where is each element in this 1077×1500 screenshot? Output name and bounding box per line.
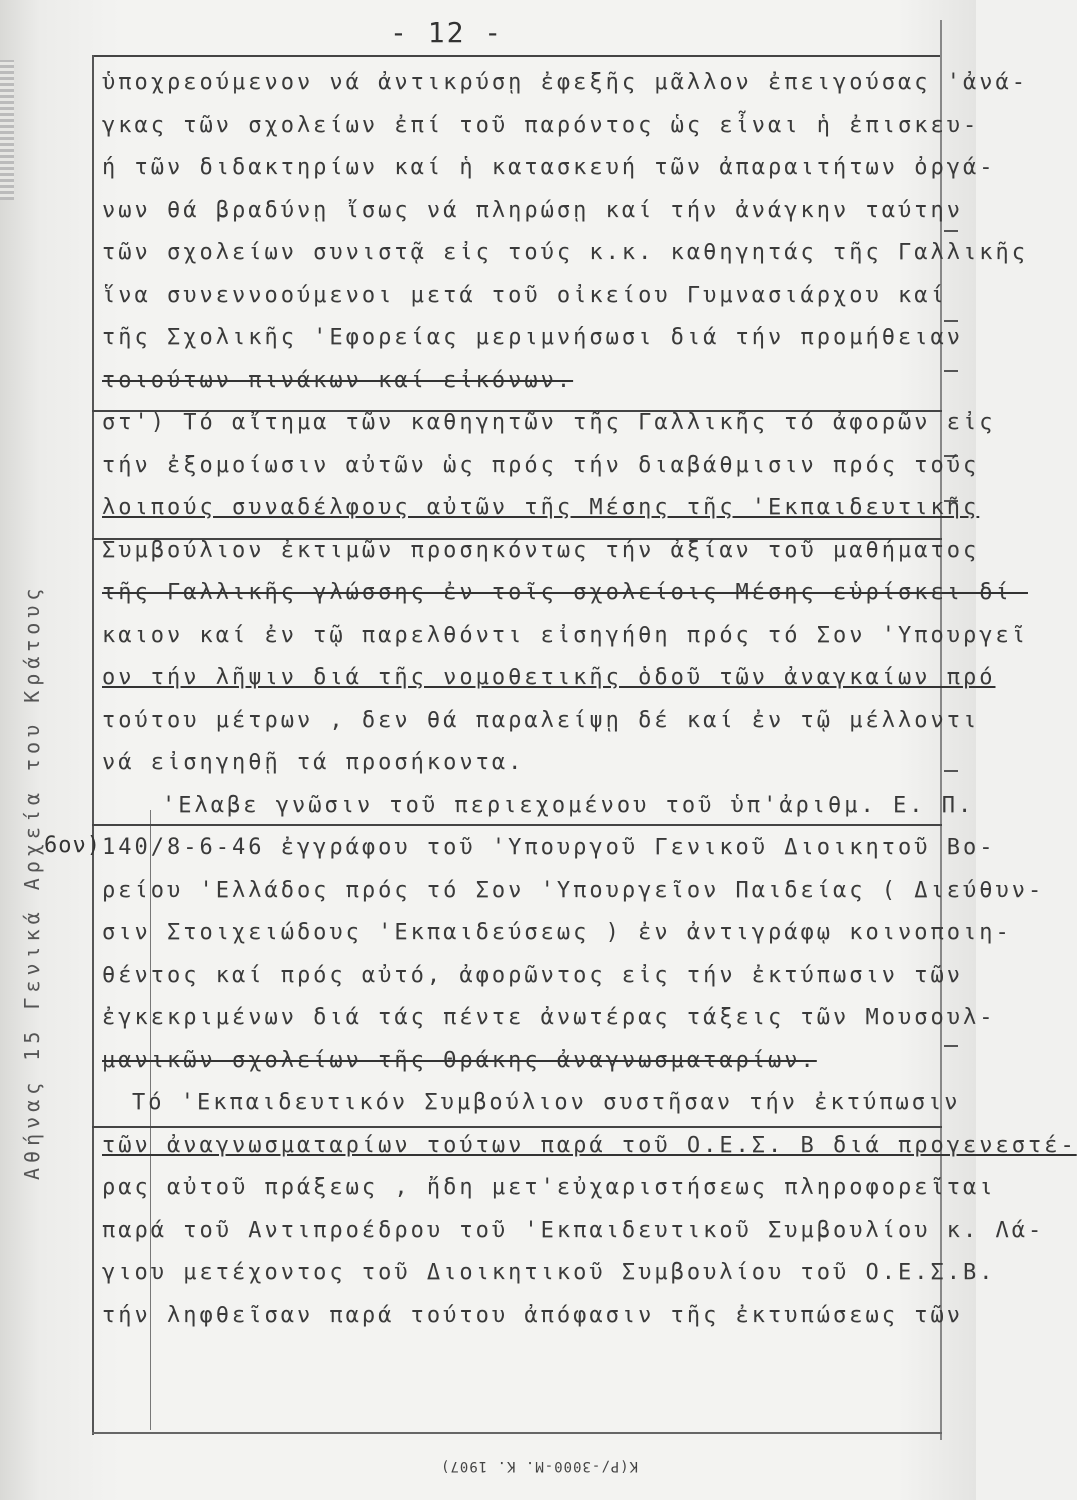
- frame-bottom-rule: [92, 1432, 942, 1434]
- text-line: ὑποχρεούμενον νά ἀντικρύσῃ ἐφεξῆς μᾶλλον ἐπειγούσας 'ἀνά-: [102, 70, 1028, 95]
- typed-text-block: [102, 70, 1077, 1345]
- text-line: γιου μετέχοντος τοῦ Διοικητικοῦ Συμβουλίου τοῦ Ο.Ε.Σ.Β.: [102, 1260, 996, 1285]
- binding-edge: [0, 60, 14, 200]
- text-line: 'Ελαβε γνῶσιν τοῦ περιεχομένου τοῦ ὑπ'ἀριθμ. Ε. Π.: [162, 792, 975, 818]
- margin-tick: [944, 770, 958, 772]
- text-line: μανικῶν σχολείων τῆς Θράκης ἀναγνωσματαρίων.: [102, 1047, 817, 1073]
- text-line: λοιπούς συναδέλφους αὐτῶν τῆς Μέσης τῆς 'Εκπαιδευτικῆς: [102, 495, 980, 520]
- bottom-print-stamp: Κ(Ρ/-3000-Μ. Κ. 1907): [440, 1458, 639, 1474]
- text-line: Συμβούλιον ἐκτιμῶν προσηκόντως τήν ἀξίαν τοῦ μαθήματος: [102, 537, 980, 563]
- text-line: θέντος καί πρός αὐτό, ἀφορῶντος εἰς τήν ἐκτύπωσιν τῶν: [102, 962, 963, 988]
- margin-tick: [944, 1045, 958, 1047]
- text-line: τῆς Γαλλικῆς γλώσσης ἐν τοῖς σχολείοις Μέσης εὑρίσκει δί-: [102, 580, 1028, 605]
- margin-tick: [944, 370, 958, 372]
- text-line: τῶν σχολείων συνιστᾷ εἰς τούς κ.κ. καθηγητάς τῆς Γαλλικῆς: [102, 240, 1028, 265]
- text-line: ον τήν λῆψιν διά τῆς νομοθετικῆς ὁδοῦ τῶν ἀναγκαίων πρό: [102, 665, 996, 690]
- text-line: τήν ἐξομοίωσιν αὐτῶν ὡς πρός τήν διαβάθμισιν πρός τούς: [102, 452, 980, 478]
- text-line: παρά τοῦ Αντιπροέδρου τοῦ 'Εκπαιδευτικοῦ Συμβουλίου κ. Λά-: [102, 1217, 1045, 1243]
- text-line: ἐγκεκριμένων διά τάς πέντε ἀνωτέρας τάξεις τῶν Μουσουλ-: [102, 1005, 996, 1030]
- section-number: 6ον): [44, 833, 101, 858]
- frame-top-rule: [92, 55, 942, 57]
- frame-left-rule: [92, 55, 94, 1435]
- text-line: ρείου 'Ελλάδος πρός τό Σον 'Υπουργεῖον Παιδείας ( Διεύθυν-: [102, 877, 1045, 903]
- text-line: τούτου μέτρων , δεν θά παραλείψῃ δέ καί ἐν τῷ μέλλοντι: [102, 707, 980, 733]
- text-line: τοιούτων πινάκων καί εἰκόνων.: [102, 367, 574, 393]
- text-line: 140/8-6-46 ἐγγράφου τοῦ 'Υπουργοῦ Γενικοῦ Διοικητοῦ Βο-: [102, 835, 996, 860]
- margin-tick: [944, 230, 958, 232]
- margin-tick: [944, 320, 958, 322]
- text-line: τῶν ἀναγνωσματαρίων τούτων παρά τοῦ Ο.Ε.Σ. Β διά προγενεστέ-: [102, 1132, 1077, 1158]
- text-line: σιν Στοιχειώδους 'Εκπαιδεύσεως ) ἐν ἀντιγράφῳ κοινοποιη-: [102, 920, 1012, 945]
- text-line: στ') Τό αἴτημα τῶν καθηγητῶν τῆς Γαλλικῆς τό ἀφορῶν εἰς: [102, 410, 996, 435]
- text-line: Τό 'Εκπαιδευτικόν Συμβούλιον συστῆσαν τήν ἐκτύπωσιν: [132, 1090, 961, 1115]
- text-line: νων θά βραδύνῃ ἴσως νά πληρώσῃ καί τήν ἀνάγκην ταύτην: [102, 197, 963, 223]
- side-archive-stamp: Αθήνας 15 Γενικά Αρχεία του Κράτους: [20, 583, 44, 1180]
- text-line: ή τῶν διδακτηρίων καί ἡ κατασκευή τῶν ἀπαραιτήτων ὀργά-: [102, 155, 996, 180]
- text-line: ἵνα συνεννοούμενοι μετά τοῦ οἰκείου Γυμνασιάρχου καί: [102, 282, 947, 308]
- text-line: νά εἰσηγηθῇ τά προσήκοντα.: [102, 750, 525, 775]
- text-line: καιον καί ἐν τῷ παρελθόντι εἰσηγήθη πρός τό Σον 'Υπουργεῖ: [102, 622, 1028, 648]
- text-line: τήν ληφθεῖσαν παρά τούτου ἀπόφασιν τῆς ἐκτυπώσεως τῶν: [102, 1302, 963, 1328]
- text-line: γκας τῶν σχολείων ἐπί τοῦ παρόντος ὡς εἶναι ἡ ἐπισκευ-: [102, 112, 980, 138]
- text-line: τῆς Σχολικῆς 'Εφορείας μεριμνήσωσι διά τήν προμήθειαν: [102, 325, 963, 350]
- text-line: ρας αὐτοῦ πράξεως , ἤδη μετ'εὐχαριστήσεως πληροφορεῖται: [102, 1175, 996, 1200]
- page-number: - 12 -: [390, 16, 504, 49]
